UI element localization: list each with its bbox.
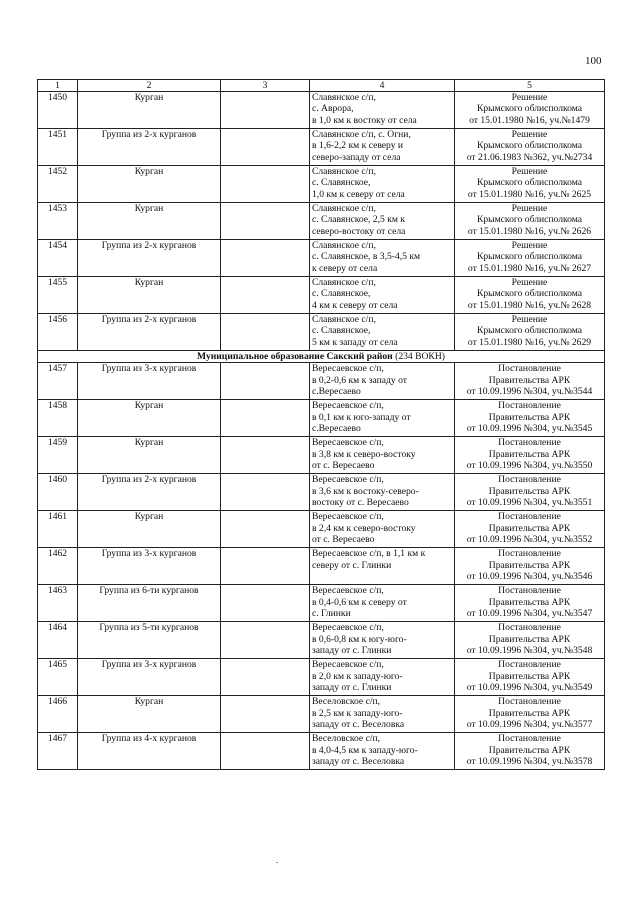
document-line: Крымского облисполкома [476,325,583,337]
location-line: Славянское с/п, [312,203,376,215]
location-line: в 2,5 км к западу-юго- [312,707,403,719]
document-line: Решение [511,129,548,141]
document-line: от 15.01.1980 №16, уч.№ 2627 [467,262,592,274]
object-name: Группа из 2-х курганов [78,129,221,166]
location-line: западу от с. Глинки [312,681,392,693]
location-line: с. Славянское, [312,325,371,337]
document-line: Крымского облисполкома [476,103,583,115]
object-type [221,548,310,585]
document-line: от 10.09.1996 №304, уч.№3546 [466,570,593,582]
object-location [310,548,455,585]
column-number-row [38,80,605,92]
legal-document [455,733,605,770]
location-line: с. Глинки [312,607,351,619]
location-line: в 3,8 км к северо-востоку [312,448,416,460]
table-row [38,363,605,400]
table-row [38,548,605,585]
location-line: Славянское с/п, [312,92,376,104]
location-line: 5 км к западу от села [312,336,398,348]
location-line: с. Аврора, [312,103,354,115]
object-name: Курган [78,92,221,129]
location-line: Вересаевское с/п, [312,363,384,375]
heritage-register-table [37,79,605,770]
legal-document [455,437,605,474]
document-line: Постановление [498,474,561,486]
document-line: Крымского облисполкома [476,251,583,263]
location-line: Вересаевское с/п, [312,400,384,412]
location-line: от с. Вересаево [312,533,375,545]
entry-number: 1466 [38,696,78,733]
location-line: с. Славянское, в 3,5-4,5 км [312,251,421,263]
document-line: от 15.01.1980 №16, уч.№1479 [469,114,590,126]
object-name: Курган [78,437,221,474]
document-line: Правительства АРК [488,374,571,386]
object-location [310,240,455,277]
object-type [221,696,310,733]
entry-number: 1462 [38,548,78,585]
object-location [310,277,455,314]
register-rows-group-b [38,363,605,770]
document-line: от 10.09.1996 №304, уч.№3552 [466,533,593,545]
object-type [221,166,310,203]
table-row [38,622,605,659]
document-line: от 10.09.1996 №304, уч.№3551 [466,496,593,508]
location-line: Вересаевское с/п, [312,474,384,486]
object-location [310,314,455,351]
object-name: Курган [78,277,221,314]
entry-number: 1450 [38,92,78,129]
document-line: от 15.01.1980 №16, уч.№ 2626 [467,225,592,237]
object-location [310,585,455,622]
entry-number: 1460 [38,474,78,511]
entry-number: 1453 [38,203,78,240]
table-row [38,277,605,314]
location-line: в 0,4-0,6 км к северу от [312,596,407,608]
location-line: Славянское с/п, [312,240,376,252]
object-type [221,733,310,770]
document-line: от 10.09.1996 №304, уч.№3577 [466,718,593,730]
document-line: от 15.01.1980 №16, уч.№ 2629 [467,336,592,348]
document-line: Правительства АРК [488,707,571,719]
document-line: от 10.09.1996 №304, уч.№3578 [466,755,593,767]
object-name: Группа из 6-ти курганов [78,585,221,622]
entry-number: 1467 [38,733,78,770]
table-row [38,696,605,733]
legal-document [455,511,605,548]
location-line: с. Славянское, [312,288,371,300]
object-location [310,92,455,129]
location-line: северо-западу от села [312,151,401,163]
object-name: Курган [78,696,221,733]
object-location [310,696,455,733]
object-location [310,511,455,548]
object-location [310,203,455,240]
entry-number: 1459 [38,437,78,474]
object-location [310,733,455,770]
entry-number: 1464 [38,622,78,659]
legal-document [455,240,605,277]
object-type [221,363,310,400]
legal-document [455,474,605,511]
entry-number: 1457 [38,363,78,400]
legal-document [455,277,605,314]
document-line: от 10.09.1996 №304, уч.№3544 [466,385,593,397]
entry-number: 1454 [38,240,78,277]
document-line: Крымского облисполкома [476,214,583,226]
location-line: с. Славянское, [312,177,371,189]
document-line: Решение [511,203,548,215]
entry-number: 1461 [38,511,78,548]
column-header: 3 [221,80,310,92]
section-title: Муниципальное образование Сакский район [197,351,393,363]
object-location [310,400,455,437]
document-line: Крымского облисполкома [476,140,583,152]
table-row [38,314,605,351]
document-line: Решение [511,314,548,326]
column-header: 5 [455,80,605,92]
object-location [310,474,455,511]
table-row [38,437,605,474]
location-line: в 1,6-2,2 км к северу и [312,140,404,152]
location-line: западу от с. Глинки [312,644,392,656]
object-type [221,474,310,511]
location-line: в 2,0 км к западу-юго- [312,670,403,682]
location-line: северу от с. Глинки [312,559,392,571]
table-row [38,400,605,437]
section-count: (234 ВОКН) [395,351,445,363]
document-line: Правительства АРК [488,744,571,756]
document-line: Постановление [498,585,561,597]
table-row [38,203,605,240]
location-line: Вересаевское с/п, [312,511,384,523]
location-line: Славянское с/п, [312,314,376,326]
document-line: Правительства АРК [488,559,571,571]
document-line: от 15.01.1980 №16, уч.№ 2628 [467,299,592,311]
document-line: Решение [511,166,548,178]
legal-document [455,314,605,351]
document-line: Крымского облисполкома [476,288,583,300]
location-line: Веселовское с/п, [312,696,381,708]
location-line: в 3,6 км к востоку-северо- [312,485,419,497]
column-header: 4 [310,80,455,92]
object-name: Курган [78,511,221,548]
location-line: западу от с. Веселовка [312,755,405,767]
document-line: Решение [511,92,548,104]
scan-speck [276,862,278,863]
location-line: Вересаевское с/п, [312,585,384,597]
document-line: Постановление [498,400,561,412]
object-name: Группа из 3-х курганов [78,363,221,400]
legal-document [455,696,605,733]
location-line: в 4,0-4,5 км к западу-юго- [312,744,418,756]
document-line: Правительства АРК [488,522,571,534]
object-type [221,511,310,548]
location-line: Вересаевское с/п, [312,659,384,671]
entry-number: 1465 [38,659,78,696]
object-name: Группа из 2-х курганов [78,474,221,511]
object-name: Группа из 3-х курганов [78,548,221,585]
entry-number: 1456 [38,314,78,351]
document-line: Решение [511,240,548,252]
location-line: Вересаевское с/п, в 1,1 км к [312,548,426,560]
location-line: Вересаевское с/п, [312,437,384,449]
location-line: Веселовское с/п, [312,733,381,745]
location-line: востоку от с. Вересаево [312,496,409,508]
document-line: Постановление [498,659,561,671]
document-line: Правительства АРК [488,448,571,460]
document-line: от 15.01.1980 №16, уч.№ 2625 [467,188,592,200]
document-line: от 10.09.1996 №304, уч.№3550 [466,459,593,471]
legal-document [455,400,605,437]
location-line: с.Вересаево [312,385,361,397]
table-row [38,585,605,622]
object-type [221,240,310,277]
document-line: Правительства АРК [488,670,571,682]
location-line: Славянское с/п, [312,166,376,178]
location-line: Славянское с/п, с. Огни, [312,129,411,141]
document-line: Постановление [498,511,561,523]
object-type [221,277,310,314]
object-location [310,166,455,203]
object-type [221,437,310,474]
entry-number: 1452 [38,166,78,203]
object-name: Группа из 2-х курганов [78,240,221,277]
column-header: 2 [78,80,221,92]
document-line: от 21.06.1983 №362, уч.№2734 [466,151,593,163]
object-location [310,129,455,166]
object-name: Курган [78,203,221,240]
register-rows-group-a [38,92,605,351]
object-name: Группа из 4-х курганов [78,733,221,770]
object-type [221,585,310,622]
legal-document [455,622,605,659]
object-location [310,622,455,659]
object-name: Группа из 5-ти курганов [78,622,221,659]
document-line: от 10.09.1996 №304, уч.№3547 [466,607,593,619]
legal-document [455,659,605,696]
object-location [310,659,455,696]
object-name: Курган [78,166,221,203]
column-header: 1 [38,80,78,92]
table-row [38,474,605,511]
table-row [38,129,605,166]
document-line: Постановление [498,733,561,745]
page-number: 100 [585,55,602,67]
object-type [221,92,310,129]
location-line: северо-востоку от села [312,225,406,237]
location-line: в 0,2-0,6 км к западу от [312,374,407,386]
legal-document [455,585,605,622]
legal-document [455,129,605,166]
object-type [221,129,310,166]
location-line: в 1,0 км к востоку от села [312,114,417,126]
document-line: Крымского облисполкома [476,177,583,189]
document-line: Правительства АРК [488,485,571,497]
location-line: западу от с. Веселовка [312,718,405,730]
document-line: от 10.09.1996 №304, уч.№3545 [466,422,593,434]
object-type [221,622,310,659]
object-type [221,314,310,351]
location-line: Славянское с/п, [312,277,376,289]
table-row [38,166,605,203]
document-line: Постановление [498,363,561,375]
document-line: Постановление [498,622,561,634]
location-line: Вересаевское с/п, [312,622,384,634]
table-row [38,511,605,548]
location-line: с. Славянское, 2,5 км к [312,214,406,226]
entry-number: 1458 [38,400,78,437]
legal-document [455,166,605,203]
document-line: Постановление [498,696,561,708]
document-line: от 10.09.1996 №304, уч.№3549 [466,681,593,693]
table-row [38,659,605,696]
entry-number: 1451 [38,129,78,166]
object-name: Группа из 3-х курганов [78,659,221,696]
table-row [38,240,605,277]
table-row [38,733,605,770]
section-heading-row [38,351,605,363]
legal-document [455,92,605,129]
location-line: в 0,1 км к юго-западу от [312,411,411,423]
location-line: в 0,6-0,8 км к югу-юго- [312,633,407,645]
location-line: с.Вересаево [312,422,361,434]
object-name: Курган [78,400,221,437]
document-line: Правительства АРК [488,596,571,608]
document-line: от 10.09.1996 №304, уч.№3548 [466,644,593,656]
document-line: Правительства АРК [488,633,571,645]
document-line: Постановление [498,437,561,449]
object-type [221,400,310,437]
object-location [310,437,455,474]
legal-document [455,548,605,585]
location-line: к северу от села [312,262,378,274]
legal-document [455,363,605,400]
document-line: Правительства АРК [488,411,571,423]
location-line: от с. Вересаево [312,459,375,471]
location-line: 4 км к северу от села [312,299,398,311]
document-line: Постановление [498,548,561,560]
section-heading [38,351,605,363]
table-row [38,92,605,129]
object-type [221,203,310,240]
object-location [310,363,455,400]
document-line: Решение [511,277,548,289]
object-name: Группа из 2-х курганов [78,314,221,351]
location-line: 1,0 км к северу от села [312,188,405,200]
entry-number: 1463 [38,585,78,622]
legal-document [455,203,605,240]
location-line: в 2,4 км к северо-востоку [312,522,416,534]
entry-number: 1455 [38,277,78,314]
object-type [221,659,310,696]
